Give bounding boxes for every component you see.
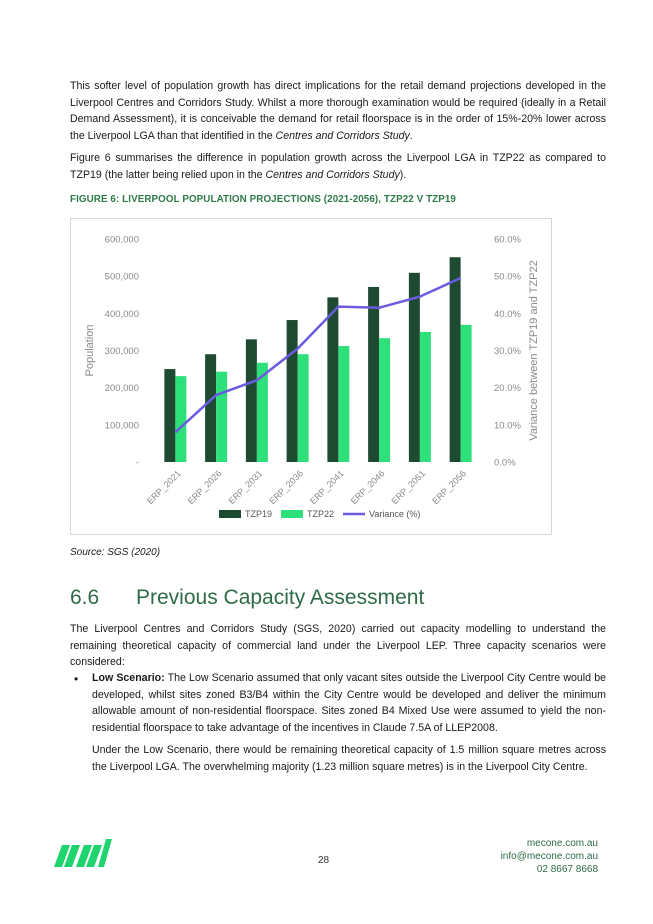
bar-tzp19 <box>205 354 216 462</box>
section-intro: The Liverpool Centres and Corridors Study (SGS, 2020) carried out capacity modelling to understand the remaining theoretical capacity of commercial land under the Liverpool LEP. Three capacity scenarios were considered: <box>70 623 606 668</box>
legend-label: TZP19 <box>245 509 273 519</box>
contact-email[interactable]: info@mecone.com.au <box>500 851 598 862</box>
bar-tzp22 <box>175 376 186 462</box>
bullet-text: The Low Scenario assumed that only vacant sites outside the Liverpool City Centre would be developed, whilst sites zoned B3/B4 within the City Centre would be developed and deliver the minimum allowable amount of non-residential floorspace. Sites zoned B4 Mixed Use were assumed to yield the non-residential floorspace to take advantage of the incentives in Claude 7.5A of LLEP2008. <box>92 672 606 734</box>
y-left-tick-label: - <box>135 457 139 469</box>
bar-tzp22 <box>216 372 227 462</box>
bar-tzp19 <box>287 320 298 462</box>
legend-swatch <box>281 510 303 518</box>
bar-tzp19 <box>246 339 257 462</box>
y-right-tick-label: 30.0% <box>494 346 521 357</box>
bar-tzp22 <box>338 346 349 462</box>
bar-tzp19 <box>409 273 420 462</box>
y-left-tick-label: 200,000 <box>104 383 139 395</box>
mecone-logo <box>54 839 114 867</box>
y-right-tick-label: 20.0% <box>494 383 521 395</box>
bullet-marker: • <box>74 672 79 686</box>
bar-tzp22 <box>420 332 431 462</box>
legend-label: Variance (%) <box>369 509 421 519</box>
x-tick-label: ERP_2036 <box>267 468 306 507</box>
y-right-tick-label: 0.0% <box>494 457 516 469</box>
bar-tzp22 <box>298 354 309 462</box>
y-left-axis-title: Population <box>84 324 96 377</box>
contact-block <box>501 837 598 876</box>
legend-swatch <box>219 510 241 518</box>
x-tick-label: ERP_2021 <box>144 468 183 507</box>
chart-svg <box>71 219 551 534</box>
x-tick-label: ERP_2056 <box>430 468 469 507</box>
page-number: 28 <box>318 855 330 866</box>
x-tick-label: ERP_2041 <box>307 468 346 507</box>
section-number: 6.6 <box>70 586 100 609</box>
contact-phone: 02 8667 8668 <box>536 864 598 875</box>
low-scenario-summary: Under the Low Scenario, there would be remaining theoretical capacity of 1.5 million square metres across the Liverpool LGA. The overwhelming majority (1.23 million square metres) is in the Liverpool City Centre. <box>92 744 606 773</box>
bullet-low-scenario <box>92 670 606 736</box>
y-right-tick-label: 10.0% <box>494 420 521 432</box>
y-right-tick-label: 40.0% <box>494 308 521 320</box>
bullet-label: Low Scenario: <box>92 672 165 684</box>
population-chart <box>70 218 552 535</box>
bar-tzp22 <box>461 325 472 462</box>
x-tick-label: ERP_2051 <box>389 468 428 507</box>
contact-website[interactable]: mecone.com.au <box>526 838 598 849</box>
y-right-tick-label: 60.0% <box>494 234 521 246</box>
paragraph-retail-demand: This softer level of population growth has direct implications for the retail demand projections developed in the Liverpool Centres and Corridors Study. Whilst a more thorough examination would be required (ideally in a Retail Demand Assessment), it is conceivable the demand for retail floorspace is in the order of 15%-20% lower across the Liverpool LGA than that identified in the Centres and Corridors Study. <box>70 80 606 142</box>
y-left-tick-label: 400,000 <box>104 308 139 320</box>
x-tick-label: ERP_2031 <box>226 468 265 507</box>
figure-source: Source: SGS (2020) <box>70 547 161 558</box>
bar-tzp19 <box>450 257 461 462</box>
bar-tzp19 <box>368 287 379 462</box>
figure-title: FIGURE 6: LIVERPOOL POPULATION PROJECTIONS (2021-2056), TZP22 V TZP19 <box>70 194 456 205</box>
x-tick-label: ERP_2026 <box>185 468 224 507</box>
y-left-tick-label: 100,000 <box>104 420 139 432</box>
section-title: Previous Capacity Assessment <box>136 586 425 609</box>
y-right-tick-label: 50.0% <box>494 271 521 283</box>
bar-tzp19 <box>164 369 175 462</box>
bar-tzp19 <box>327 297 338 462</box>
bar-tzp22 <box>379 338 390 462</box>
y-left-tick-label: 600,000 <box>104 234 139 246</box>
y-left-tick-label: 500,000 <box>104 271 139 283</box>
x-tick-label: ERP_2046 <box>348 468 387 507</box>
legend-label: TZP22 <box>307 509 335 519</box>
section-heading <box>70 586 424 610</box>
paragraph-figure-summary: Figure 6 summarises the difference in population growth across the Liverpool LGA in TZP22 as compared to TZP19 (the latter being relied upon in the Centres and Corridors Study). <box>70 152 606 181</box>
y-right-axis-title: Variance between TZP19 and TZP22 <box>528 260 540 441</box>
y-left-tick-label: 300,000 <box>104 346 139 357</box>
